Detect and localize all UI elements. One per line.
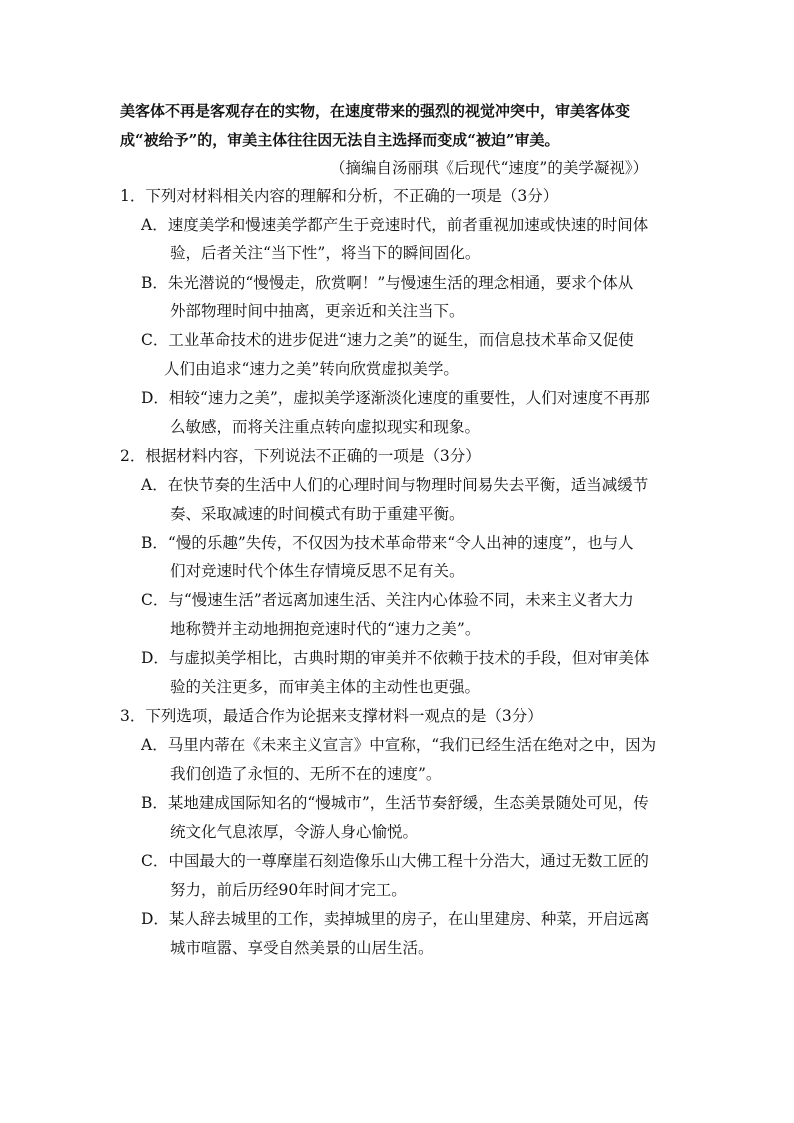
question-2-option-d-line-2: 验的关注更多，而审美主体的主动性也更强。 [170,678,481,696]
question-2-option-c-line-2: 地称赞并主动地拥抱竞速时代的“速力之美”。 [170,620,481,638]
question-3-option-a-line-2: 我们创造了永恒的、无所不在的速度”。 [170,765,442,783]
question-2-option-b-line-1: B．“慢的乐趣”失传，不仅因为技术革命带来“令人出神的速度”，也与人 [141,534,634,552]
intro-line-1: 美客体不再是客观存在的实物，在速度带来的强烈的视觉冲突中，审美客体变 [120,102,631,120]
question-1-option-c-line-2: 人们由追求“速力之美”转向欣赏虚拟美学。 [164,360,459,378]
question-3-option-d-line-2: 城市喧嚣、享受自然美景的山居生活。 [170,939,434,957]
question-1-option-c-line-1: C．工业革命技术的进步促进“速力之美”的诞生，而信息技术革命又促使 [141,331,634,349]
question-1-option-d-line-1: D．相较“速力之美”，虚拟美学逐渐淡化速度的重要性，人们对速度不再那 [141,389,650,407]
question-1-option-a-line-1: A．速度美学和慢速美学都产生于竞速时代，前者重视加速或快速的时间体 [141,216,649,234]
question-2-option-a-line-1: A．在快节奏的生活中人们的心理时间与物理时间易失去平衡，适当减缓节 [141,476,649,494]
question-2-option-b-line-2: 们对竞速时代个体生存情境反思不足有关。 [170,562,465,580]
question-3-option-b-line-1: B．某地建成国际知名的“慢城市”，生活节奏舒缓，生态美景随处可见，传 [141,794,649,812]
intro-line-2: 成“被给予”的，审美主体往往因无法自主选择而变成“被迫”审美。 [120,131,560,149]
question-3-option-c-line-1: C．中国最大的一尊摩崖石刻造像乐山大佛工程十分浩大，通过无数工匠的 [141,852,649,870]
question-3-stem: 3．下列选项，最适合作为论据来支撑材料一观点的是（3分） [120,707,543,725]
question-2-option-a-line-2: 奏、采取减速的时间模式有助于重建平衡。 [170,505,465,523]
question-3-option-b-line-2: 统文化气息浓厚，令游人身心愉悦。 [170,823,419,841]
question-2-option-c-line-1: C．与“慢速生活”者远离加速生活、关注内心体验不同，未来主义者大力 [141,591,634,609]
question-2-stem: 2．根据材料内容，下列说法不正确的一项是（3分） [120,447,481,465]
question-1-option-a-line-2: 验，后者关注“当下性”，将当下的瞬间固化。 [170,244,481,262]
question-2-option-d-line-1: D．与虚拟美学相比，古典时期的审美并不依赖于技术的手段，但对审美体 [141,649,650,667]
question-3-option-d-line-1: D．某人辞去城里的工作，卖掉城里的房子，在山里建房、种菜，开启远离 [141,910,650,928]
question-3-option-a-line-1: A．马里内蒂在《未来主义宣言》中宣称，“我们已经生活在绝对之中，因为 [141,736,657,754]
question-1-stem: 1．下列对材料相关内容的理解和分析，不正确的一项是（3分） [120,187,559,205]
question-3-option-c-line-2: 努力，前后历经90年时间才完工。 [170,881,407,899]
question-1-option-b-line-1: B．朱光潜说的“慢慢走，欣赏啊！”与慢速生活的理念相通，要求个体从 [141,274,634,292]
source-citation: （摘编自汤丽琪《后现代“速度”的美学凝视》） [330,159,649,177]
question-1-option-b-line-2: 外部物理时间中抽离，更亲近和关注当下。 [170,302,465,320]
question-1-option-d-line-2: 么敏感，而将关注重点转向虚拟现实和现象。 [170,418,481,436]
